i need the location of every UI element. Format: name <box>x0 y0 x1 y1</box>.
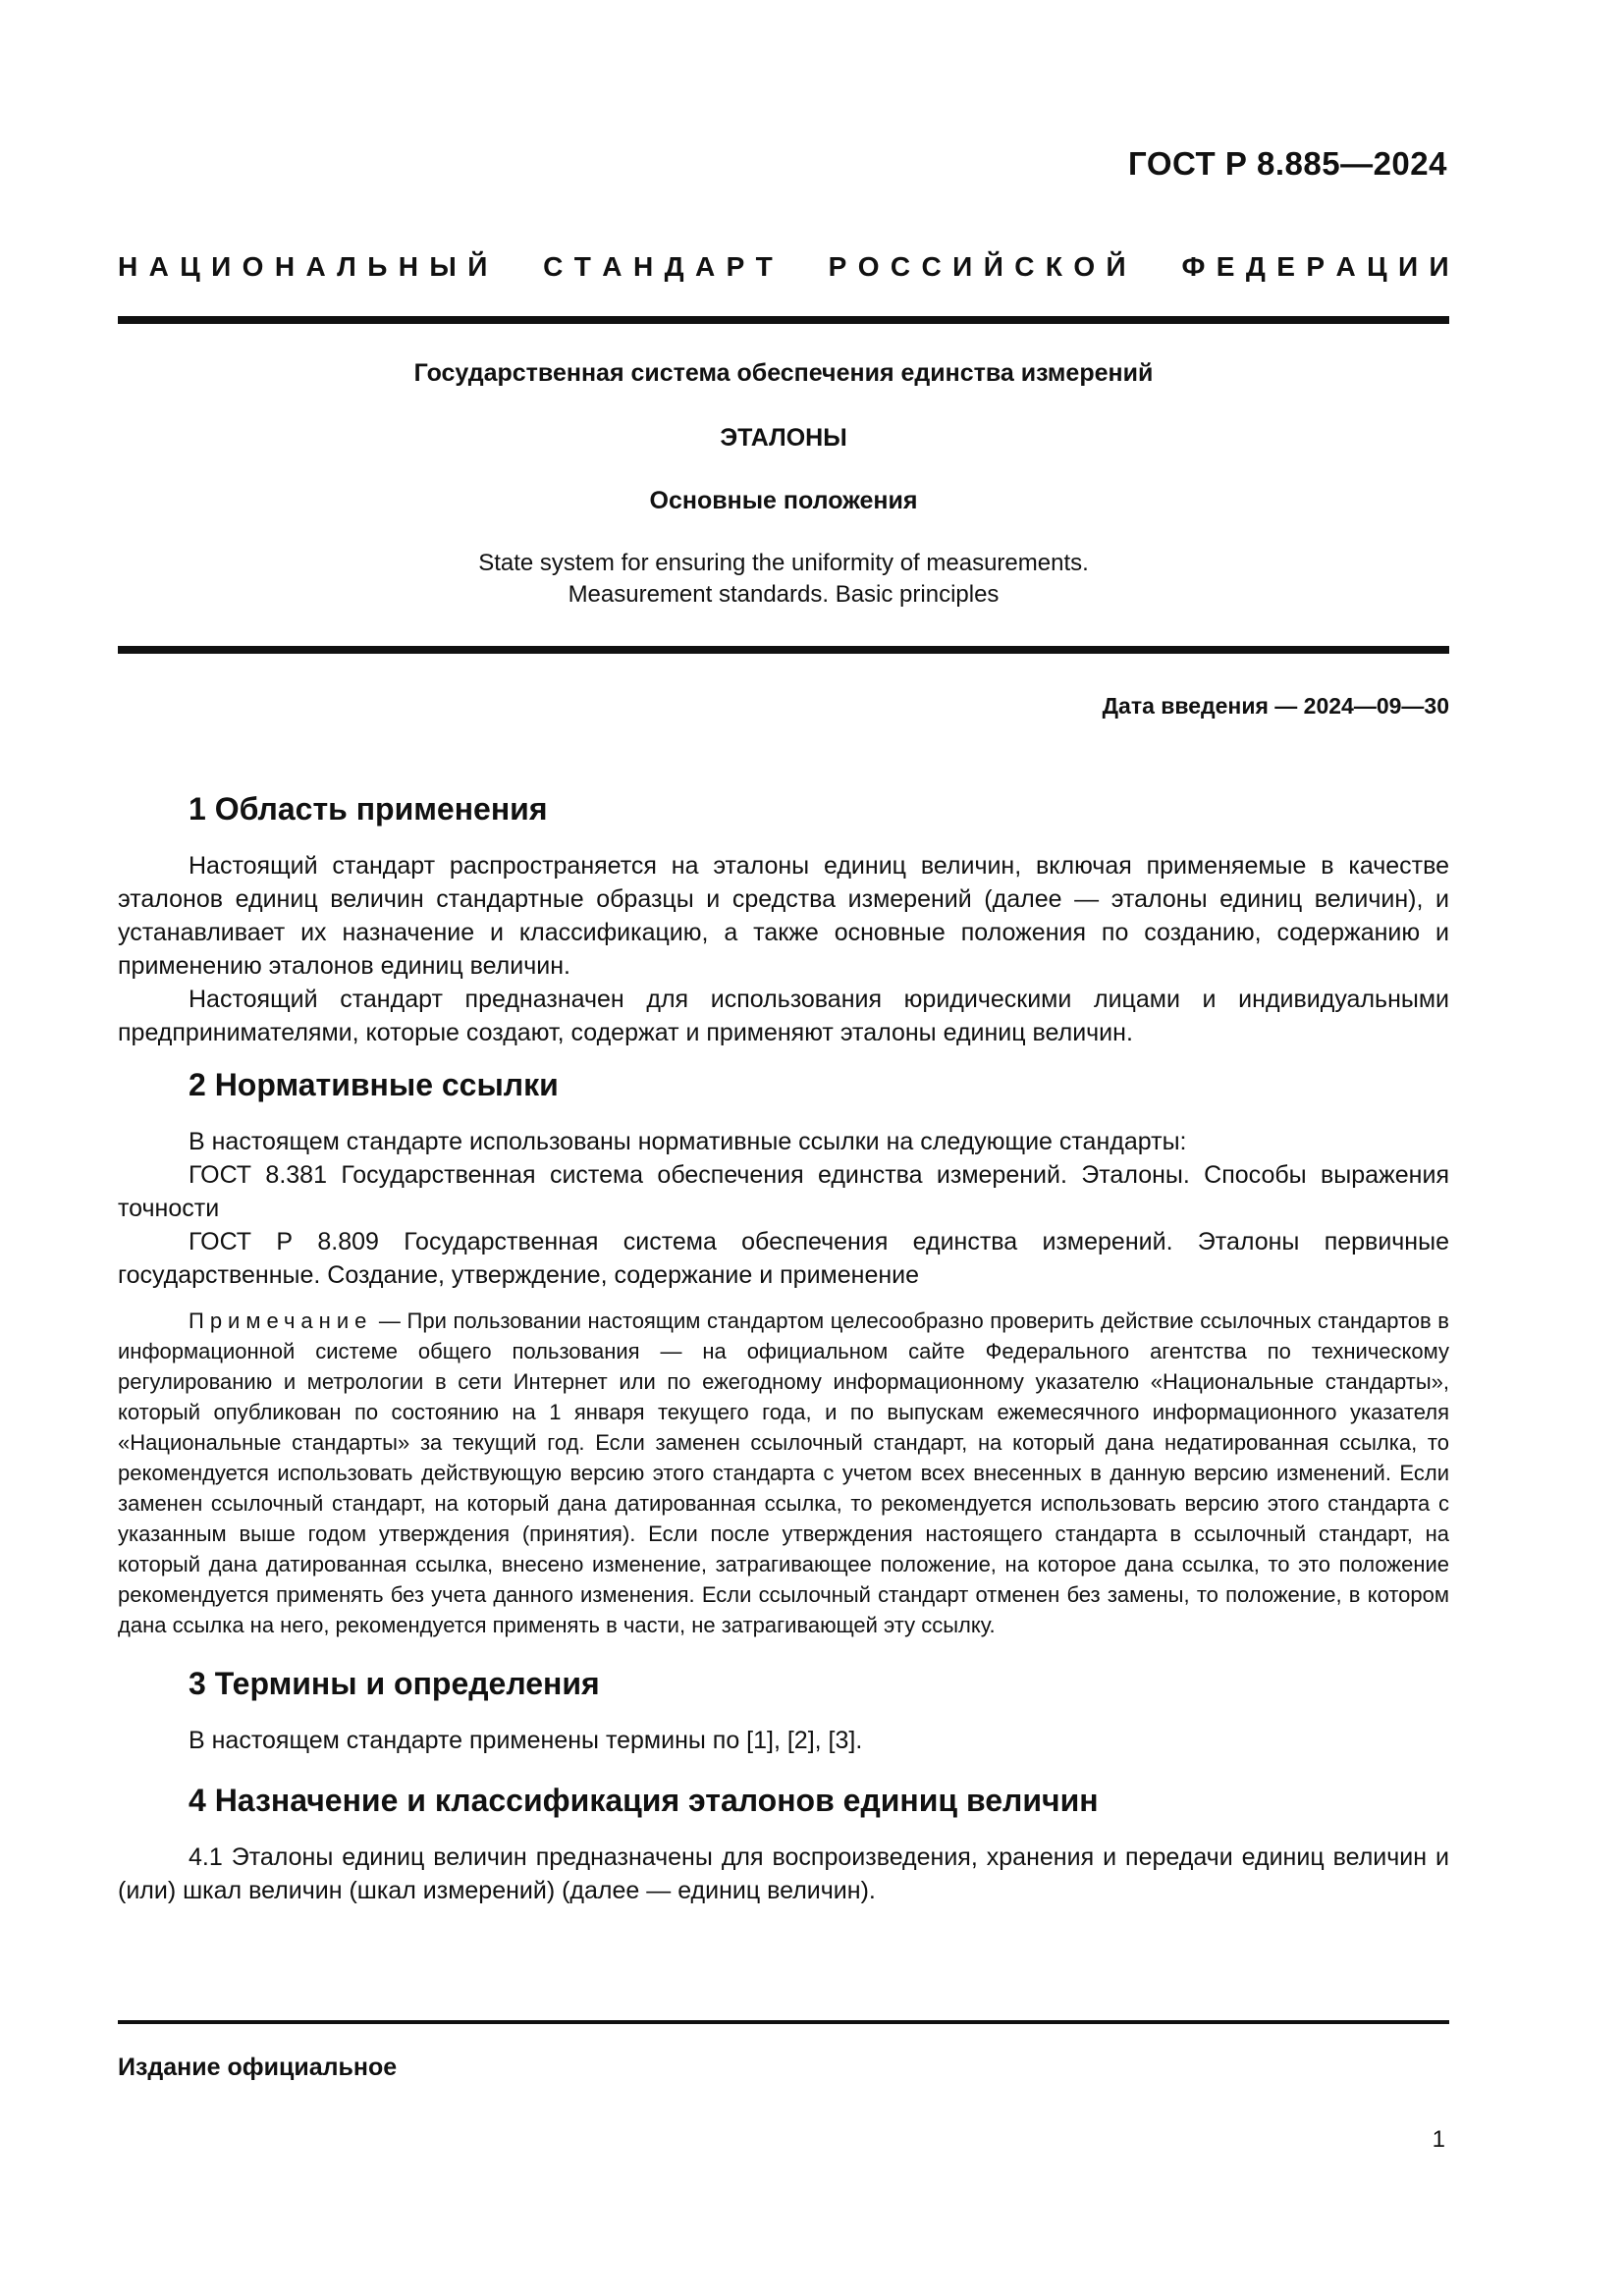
section-3-paragraph-1: В настоящем стандарте применены термины по [1], [2], [3]. <box>189 1727 863 1754</box>
document-body <box>118 791 1449 1907</box>
standard-subtitle: Основные положения <box>649 487 918 514</box>
title-letter: Н <box>118 251 138 282</box>
title-letter: О <box>242 251 264 282</box>
title-letter: А <box>1335 251 1356 282</box>
system-title: Государственная система обеспечения единства измерений <box>413 359 1154 387</box>
normative-reference-1: ГОСТ 8.381 Государственная система обеспечения единства измерений. Эталоны. Способы выражения точности <box>118 1161 1449 1222</box>
page-number: 1 <box>1432 2126 1445 2153</box>
title-word-gap <box>499 251 532 283</box>
title-letter: И <box>1429 251 1449 282</box>
title-letter: Т <box>755 251 773 282</box>
section-1-paragraph-1: Настоящий стандарт распространяется на эталоны единиц величин, включая применяемые в качестве эталонов единиц величин стандартные образцы и средства измерений (далее — эталоны единиц величин), и устанавливает их назначение и классификацию, а также основные положения по созданию, содержанию и применению эталонов единиц величин. <box>118 852 1449 980</box>
english-title <box>118 548 1449 611</box>
title-letter: О <box>857 251 880 282</box>
title-letter: А <box>148 251 169 282</box>
title-letter: Л <box>337 251 356 282</box>
title-letter: Н <box>398 251 418 282</box>
title-letter: Е <box>1216 251 1235 282</box>
title-letter: А <box>694 251 716 282</box>
national-standard-title <box>118 251 1449 283</box>
normative-reference-2: ГОСТ Р 8.809 Государственная система обеспечения единства измерений. Эталоны первичные государственные. Создание, утверждение, содержание и применение <box>118 1228 1449 1289</box>
note-label: Примечание <box>189 1308 373 1333</box>
title-letter: Ф <box>1181 251 1206 282</box>
title-letter: Н <box>274 251 296 282</box>
section-3-heading: 3 Термины и определения <box>189 1666 600 1701</box>
references-note <box>118 1306 1449 1640</box>
title-letter: С <box>1014 251 1035 282</box>
title-word-gap <box>784 251 817 283</box>
title-letter: Р <box>1306 251 1326 282</box>
section-1-paragraph-2: Настоящий стандарт предназначен для использования юридическими лицами и индивидуальными предпринимателями, которые создают, содержат и применяют эталоны единиц величин. <box>118 986 1449 1046</box>
note-text: — При пользовании настоящим стандартом целесообразно проверить действие ссылочных стандартов в информационной системе общего пользования — на официальном сайте Федерального агентства по техническому регулированию и метрологии в сети Интернет или по ежегодному информационному указателю «Национальные стандарты», который опубликован по состоянию на 1 января текущего года, и по выпускам ежемесячного информационного указателя «Национальные стандарты» за текущий год. Если заменен ссылочный стандарт, на который дана недатированная ссылка, то рекомендуется использовать действующую версию этого стандарта с учетом всех внесенных в данную версию изменений. Если заменен ссылочный стандарт, на который дана датированная ссылка, то рекомендуется использовать версию этого стандарта с указанным выше годом утверждения (принятия). Если после утверждения настоящего стандарта в ссылочный стандарт, на который дана датированная ссылка, внесено изменение, затрагивающее положение, на которое дана ссылка, то это положение рекомендуется применять без учета данного изменения. Если ссылочный стандарт отменен без замены, то положение, в котором дана ссылка на него, рекомендуется применять в части, не затрагивающей эту ссылку. <box>118 1308 1449 1637</box>
title-letter: Ц <box>180 251 200 282</box>
title-letter: Р <box>726 251 745 282</box>
title-letter: Й <box>1106 251 1126 282</box>
title-letter: Н <box>632 251 654 282</box>
document-code: ГОСТ Р 8.885—2024 <box>1128 145 1447 182</box>
section-4-heading: 4 Назначение и классификация эталонов единиц величин <box>189 1783 1099 1818</box>
title-letter: Д <box>664 251 684 282</box>
title-letter: Ы <box>429 251 457 282</box>
footer-rule <box>118 2020 1449 2024</box>
title-letter: Ц <box>1367 251 1387 282</box>
english-title-line1: State system for ensuring the uniformity of measurements. <box>478 550 1089 576</box>
title-letter: Р <box>828 251 847 282</box>
header-rule <box>118 316 1449 324</box>
edition-label: Издание официальное <box>118 2054 398 2081</box>
title-letter: Й <box>983 251 1003 282</box>
title-letter: Д <box>1245 251 1266 282</box>
title-letter: А <box>602 251 623 282</box>
title-letter: С <box>543 251 564 282</box>
section-2-paragraph-1: В настоящем стандарте использованы нормативные ссылки на следующие стандарты: <box>189 1128 1187 1155</box>
title-letter: А <box>305 251 326 282</box>
title-letter: С <box>890 251 911 282</box>
title-letter: Т <box>573 251 591 282</box>
title-letter: Й <box>467 251 488 282</box>
title-rule <box>118 646 1449 654</box>
english-title-line2: Measurement standards. Basic principles <box>568 581 1000 608</box>
standard-title: ЭТАЛОНЫ <box>720 424 847 452</box>
title-word-gap <box>1137 251 1170 283</box>
title-letter: И <box>1397 251 1419 282</box>
section-4-paragraph-1: 4.1 Эталоны единиц величин предназначены для воспроизведения, хранения и передачи единиц величин и (или) шкал величин (шкал измерений) (далее — единиц величин). <box>118 1843 1449 1904</box>
title-letter: И <box>952 251 973 282</box>
title-letter: Ь <box>367 251 388 282</box>
title-letter: Е <box>1276 251 1295 282</box>
section-2-heading: 2 Нормативные ссылки <box>189 1067 559 1102</box>
section-1-heading: 1 Область применения <box>189 791 548 827</box>
title-letter: К <box>1045 251 1062 282</box>
title-letter: О <box>1073 251 1096 282</box>
title-letter: С <box>921 251 942 282</box>
title-letter: И <box>211 251 232 282</box>
introduction-date: Дата введения — 2024—09—30 <box>1102 693 1449 719</box>
